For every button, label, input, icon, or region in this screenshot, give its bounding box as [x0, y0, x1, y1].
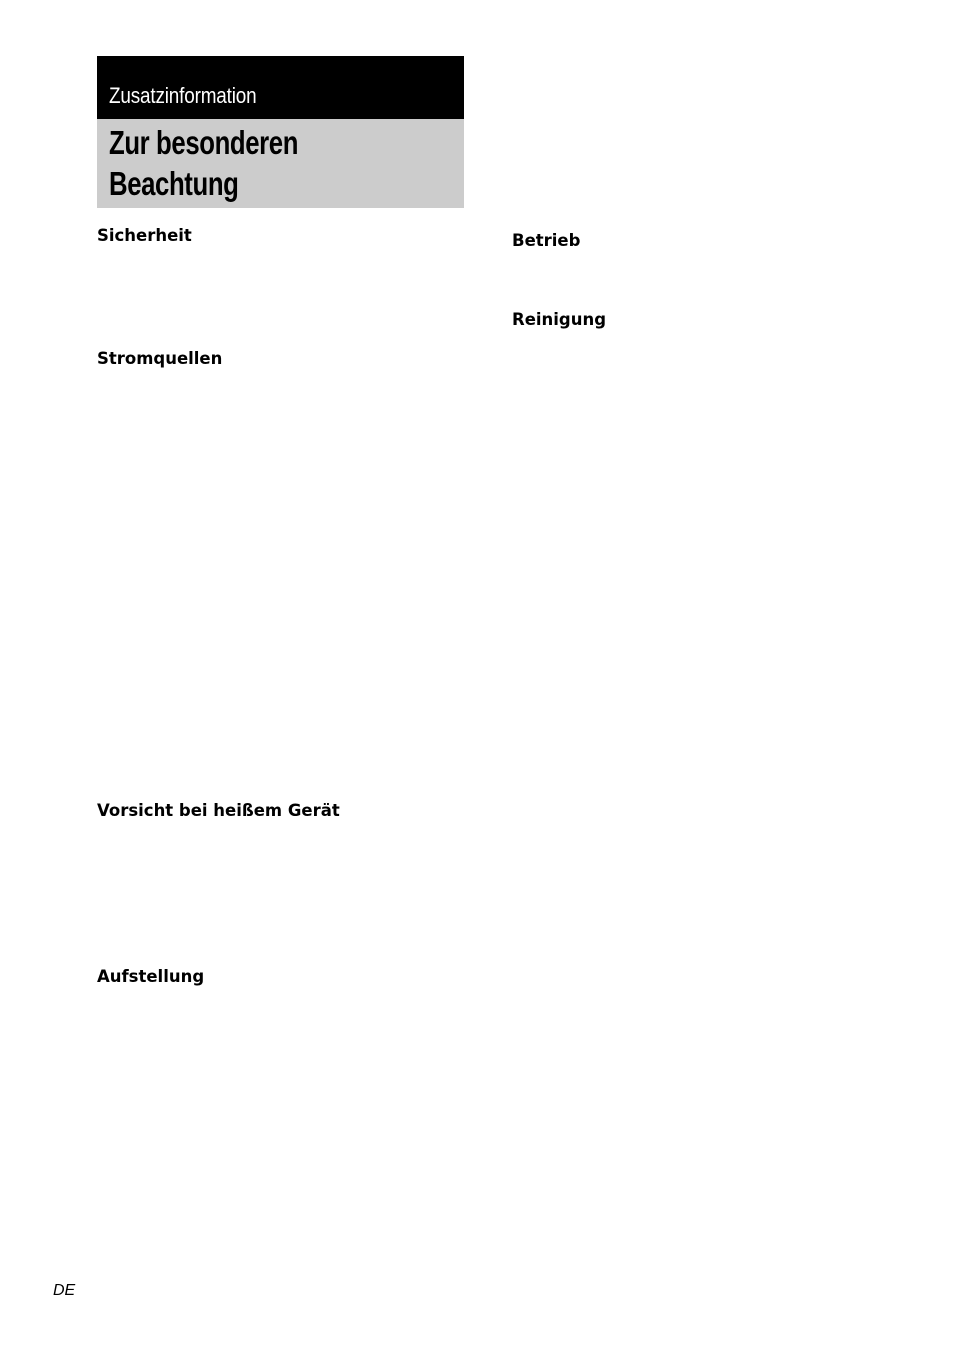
heading-vorsicht-bei-heissem-geraet: Vorsicht bei heißem Gerät: [97, 801, 340, 821]
heading-betrieb: Betrieb: [512, 231, 581, 251]
heading-stromquellen: Stromquellen: [97, 349, 223, 369]
page-title-line-1: Zur besonderen: [109, 124, 299, 161]
heading-reinigung: Reinigung: [512, 310, 607, 330]
page-title-line-2: Beachtung: [109, 165, 239, 202]
page-title-box: [97, 119, 464, 208]
heading-sicherheit: Sicherheit: [97, 226, 192, 246]
section-label-bar: [97, 56, 464, 119]
heading-aufstellung: Aufstellung: [97, 967, 205, 987]
section-label: Zusatzinformation: [109, 83, 257, 108]
page-language-label: DE: [53, 1282, 76, 1299]
